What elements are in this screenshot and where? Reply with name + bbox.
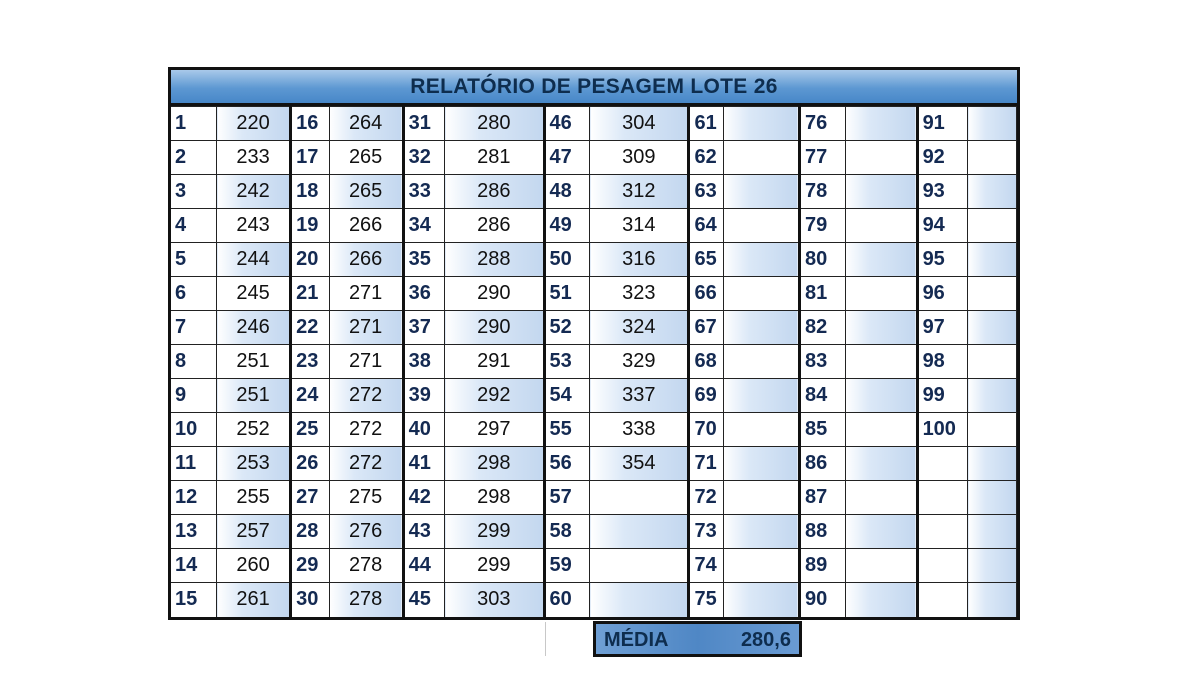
table-row <box>171 447 1017 481</box>
animal-number: 90 <box>799 583 845 617</box>
weight-value <box>845 413 917 447</box>
weight-value: 292 <box>445 379 544 413</box>
animal-number: 4 <box>171 209 217 243</box>
average-label: MÉDIA <box>604 629 669 651</box>
animal-number: 42 <box>403 481 445 515</box>
table-row <box>171 175 1017 209</box>
weight-value: 280 <box>445 107 544 141</box>
weight-value <box>845 583 917 617</box>
weight-value: 291 <box>445 345 544 379</box>
animal-number: 49 <box>544 209 590 243</box>
weight-value <box>845 175 917 209</box>
animal-number: 54 <box>544 379 590 413</box>
weight-value <box>968 345 1017 379</box>
animal-number: 64 <box>689 209 723 243</box>
animal-number: 62 <box>689 141 723 175</box>
animal-number: 47 <box>544 141 590 175</box>
weight-value <box>968 413 1017 447</box>
animal-number: 93 <box>917 175 968 209</box>
weight-value <box>723 481 799 515</box>
animal-number: 51 <box>544 277 590 311</box>
animal-number: 33 <box>403 175 445 209</box>
animal-number: 95 <box>917 243 968 277</box>
animal-number: 39 <box>403 379 445 413</box>
animal-number: 96 <box>917 277 968 311</box>
animal-number: 32 <box>403 141 445 175</box>
weight-value: 297 <box>445 413 544 447</box>
weight-value <box>845 379 917 413</box>
animal-number: 73 <box>689 515 723 549</box>
animal-number: 99 <box>917 379 968 413</box>
animal-number: 20 <box>291 243 330 277</box>
animal-number: 69 <box>689 379 723 413</box>
weight-value <box>845 311 917 345</box>
animal-number: 97 <box>917 311 968 345</box>
animal-number: 87 <box>799 481 845 515</box>
animal-number: 72 <box>689 481 723 515</box>
weight-value <box>723 379 799 413</box>
weight-value <box>968 209 1017 243</box>
weight-value <box>968 243 1017 277</box>
animal-number: 66 <box>689 277 723 311</box>
weight-value: 251 <box>217 379 291 413</box>
animal-number: 31 <box>403 107 445 141</box>
weight-value <box>845 481 917 515</box>
table-row <box>171 107 1017 141</box>
weight-value <box>590 583 689 617</box>
animal-number: 86 <box>799 447 845 481</box>
weight-value: 338 <box>590 413 689 447</box>
weight-value: 304 <box>590 107 689 141</box>
divider-line <box>545 622 546 656</box>
animal-number: 23 <box>291 345 330 379</box>
weight-value: 299 <box>445 515 544 549</box>
weight-value: 278 <box>329 549 403 583</box>
animal-number: 3 <box>171 175 217 209</box>
weight-value: 251 <box>217 345 291 379</box>
weight-value: 329 <box>590 345 689 379</box>
animal-number: 63 <box>689 175 723 209</box>
table-row <box>171 311 1017 345</box>
weight-value: 309 <box>590 141 689 175</box>
weight-value <box>723 175 799 209</box>
animal-number <box>917 583 968 617</box>
weight-value: 299 <box>445 549 544 583</box>
animal-number: 11 <box>171 447 217 481</box>
weight-value: 265 <box>329 175 403 209</box>
weight-value <box>845 209 917 243</box>
animal-number: 43 <box>403 515 445 549</box>
weight-value <box>968 311 1017 345</box>
weight-value <box>723 107 799 141</box>
weight-value <box>968 549 1017 583</box>
animal-number <box>917 447 968 481</box>
weight-value <box>968 447 1017 481</box>
weight-value <box>723 311 799 345</box>
animal-number: 57 <box>544 481 590 515</box>
weight-value: 272 <box>329 379 403 413</box>
weight-value: 288 <box>445 243 544 277</box>
weight-value: 260 <box>217 549 291 583</box>
weight-value: 323 <box>590 277 689 311</box>
animal-number: 70 <box>689 413 723 447</box>
animal-number: 59 <box>544 549 590 583</box>
weight-value: 271 <box>329 277 403 311</box>
table-row <box>171 549 1017 583</box>
weight-value <box>723 413 799 447</box>
animal-number: 71 <box>689 447 723 481</box>
table-row <box>171 243 1017 277</box>
weight-value: 257 <box>217 515 291 549</box>
weight-value <box>845 277 917 311</box>
weight-value: 233 <box>217 141 291 175</box>
weight-value <box>845 243 917 277</box>
report-title: RELATÓRIO DE PESAGEM LOTE 26 <box>171 70 1017 106</box>
animal-number: 18 <box>291 175 330 209</box>
weight-value: 275 <box>329 481 403 515</box>
animal-number: 88 <box>799 515 845 549</box>
animal-number: 48 <box>544 175 590 209</box>
animal-number: 1 <box>171 107 217 141</box>
animal-number: 34 <box>403 209 445 243</box>
animal-number: 21 <box>291 277 330 311</box>
weight-value: 264 <box>329 107 403 141</box>
animal-number: 38 <box>403 345 445 379</box>
weight-value <box>968 379 1017 413</box>
animal-number: 53 <box>544 345 590 379</box>
animal-number: 35 <box>403 243 445 277</box>
weight-value: 271 <box>329 345 403 379</box>
weight-value <box>968 107 1017 141</box>
animal-number: 36 <box>403 277 445 311</box>
animal-number: 92 <box>917 141 968 175</box>
weight-value <box>590 549 689 583</box>
animal-number: 7 <box>171 311 217 345</box>
animal-number: 61 <box>689 107 723 141</box>
table-row <box>171 277 1017 311</box>
weight-value <box>723 515 799 549</box>
animal-number: 25 <box>291 413 330 447</box>
animal-number: 50 <box>544 243 590 277</box>
weight-value: 286 <box>445 175 544 209</box>
animal-number: 83 <box>799 345 845 379</box>
weight-value <box>723 141 799 175</box>
table-row <box>171 515 1017 549</box>
animal-number: 56 <box>544 447 590 481</box>
table-row <box>171 209 1017 243</box>
weight-value: 281 <box>445 141 544 175</box>
weight-value <box>723 583 799 617</box>
weight-value <box>845 447 917 481</box>
table-row <box>171 481 1017 515</box>
weight-value <box>845 345 917 379</box>
animal-number: 17 <box>291 141 330 175</box>
average-box <box>593 621 802 657</box>
animal-number: 22 <box>291 311 330 345</box>
animal-number: 74 <box>689 549 723 583</box>
weight-value <box>968 481 1017 515</box>
animal-number: 60 <box>544 583 590 617</box>
weight-value: 266 <box>329 209 403 243</box>
animal-number: 45 <box>403 583 445 617</box>
weight-value: 278 <box>329 583 403 617</box>
animal-number: 75 <box>689 583 723 617</box>
animal-number: 85 <box>799 413 845 447</box>
weight-value: 271 <box>329 311 403 345</box>
table-row <box>171 413 1017 447</box>
weight-value <box>968 583 1017 617</box>
animal-number: 14 <box>171 549 217 583</box>
weight-value <box>723 209 799 243</box>
weight-value: 298 <box>445 481 544 515</box>
animal-number: 30 <box>291 583 330 617</box>
weight-value <box>968 141 1017 175</box>
weight-value <box>723 345 799 379</box>
animal-number: 5 <box>171 243 217 277</box>
weight-value: 354 <box>590 447 689 481</box>
animal-number: 15 <box>171 583 217 617</box>
weight-value <box>968 277 1017 311</box>
animal-number: 10 <box>171 413 217 447</box>
weight-value <box>590 515 689 549</box>
animal-number: 77 <box>799 141 845 175</box>
animal-number <box>917 515 968 549</box>
animal-number: 68 <box>689 345 723 379</box>
weight-value <box>845 549 917 583</box>
weight-value: 272 <box>329 447 403 481</box>
animal-number: 27 <box>291 481 330 515</box>
animal-number: 29 <box>291 549 330 583</box>
animal-number: 37 <box>403 311 445 345</box>
weight-value: 245 <box>217 277 291 311</box>
animal-number: 80 <box>799 243 845 277</box>
weight-value: 243 <box>217 209 291 243</box>
weight-value <box>590 481 689 515</box>
weight-value <box>845 141 917 175</box>
animal-number: 76 <box>799 107 845 141</box>
weight-value <box>845 107 917 141</box>
weight-value: 242 <box>217 175 291 209</box>
animal-number: 100 <box>917 413 968 447</box>
animal-number: 55 <box>544 413 590 447</box>
animal-number: 67 <box>689 311 723 345</box>
weight-value: 220 <box>217 107 291 141</box>
table-row <box>171 379 1017 413</box>
weight-value <box>723 277 799 311</box>
animal-number: 24 <box>291 379 330 413</box>
animal-number: 26 <box>291 447 330 481</box>
animal-number: 84 <box>799 379 845 413</box>
weight-value: 246 <box>217 311 291 345</box>
animal-number: 6 <box>171 277 217 311</box>
table-row <box>171 141 1017 175</box>
animal-number: 79 <box>799 209 845 243</box>
animal-number: 52 <box>544 311 590 345</box>
animal-number: 81 <box>799 277 845 311</box>
animal-number <box>917 481 968 515</box>
weight-value: 253 <box>217 447 291 481</box>
weight-value <box>968 515 1017 549</box>
weight-value: 303 <box>445 583 544 617</box>
animal-number: 9 <box>171 379 217 413</box>
table-row <box>171 583 1017 617</box>
animal-number: 8 <box>171 345 217 379</box>
animal-number: 19 <box>291 209 330 243</box>
animal-number: 78 <box>799 175 845 209</box>
weight-value: 255 <box>217 481 291 515</box>
weight-value: 314 <box>590 209 689 243</box>
average-value: 280,6 <box>740 629 791 651</box>
weight-value: 266 <box>329 243 403 277</box>
animal-number <box>917 549 968 583</box>
weight-value <box>845 515 917 549</box>
animal-number: 40 <box>403 413 445 447</box>
animal-number: 2 <box>171 141 217 175</box>
animal-number: 65 <box>689 243 723 277</box>
weight-value: 265 <box>329 141 403 175</box>
weight-value: 244 <box>217 243 291 277</box>
animal-number: 16 <box>291 107 330 141</box>
animal-number: 82 <box>799 311 845 345</box>
weight-value <box>723 447 799 481</box>
weighing-report-table <box>168 67 1020 620</box>
animal-number: 58 <box>544 515 590 549</box>
weight-value: 324 <box>590 311 689 345</box>
weight-value: 337 <box>590 379 689 413</box>
weight-value: 312 <box>590 175 689 209</box>
weight-value: 286 <box>445 209 544 243</box>
weight-value <box>723 549 799 583</box>
weight-value: 298 <box>445 447 544 481</box>
animal-number: 13 <box>171 515 217 549</box>
animal-number: 28 <box>291 515 330 549</box>
weight-value: 290 <box>445 277 544 311</box>
animal-number: 91 <box>917 107 968 141</box>
animal-number: 89 <box>799 549 845 583</box>
weight-value: 276 <box>329 515 403 549</box>
table-row <box>171 345 1017 379</box>
animal-number: 46 <box>544 107 590 141</box>
weights-grid <box>171 106 1017 617</box>
animal-number: 94 <box>917 209 968 243</box>
weight-value: 261 <box>217 583 291 617</box>
animal-number: 12 <box>171 481 217 515</box>
weight-value: 272 <box>329 413 403 447</box>
weight-value: 316 <box>590 243 689 277</box>
weight-value <box>723 243 799 277</box>
animal-number: 41 <box>403 447 445 481</box>
animal-number: 44 <box>403 549 445 583</box>
weight-value: 252 <box>217 413 291 447</box>
weight-value <box>968 175 1017 209</box>
animal-number: 98 <box>917 345 968 379</box>
weight-value: 290 <box>445 311 544 345</box>
